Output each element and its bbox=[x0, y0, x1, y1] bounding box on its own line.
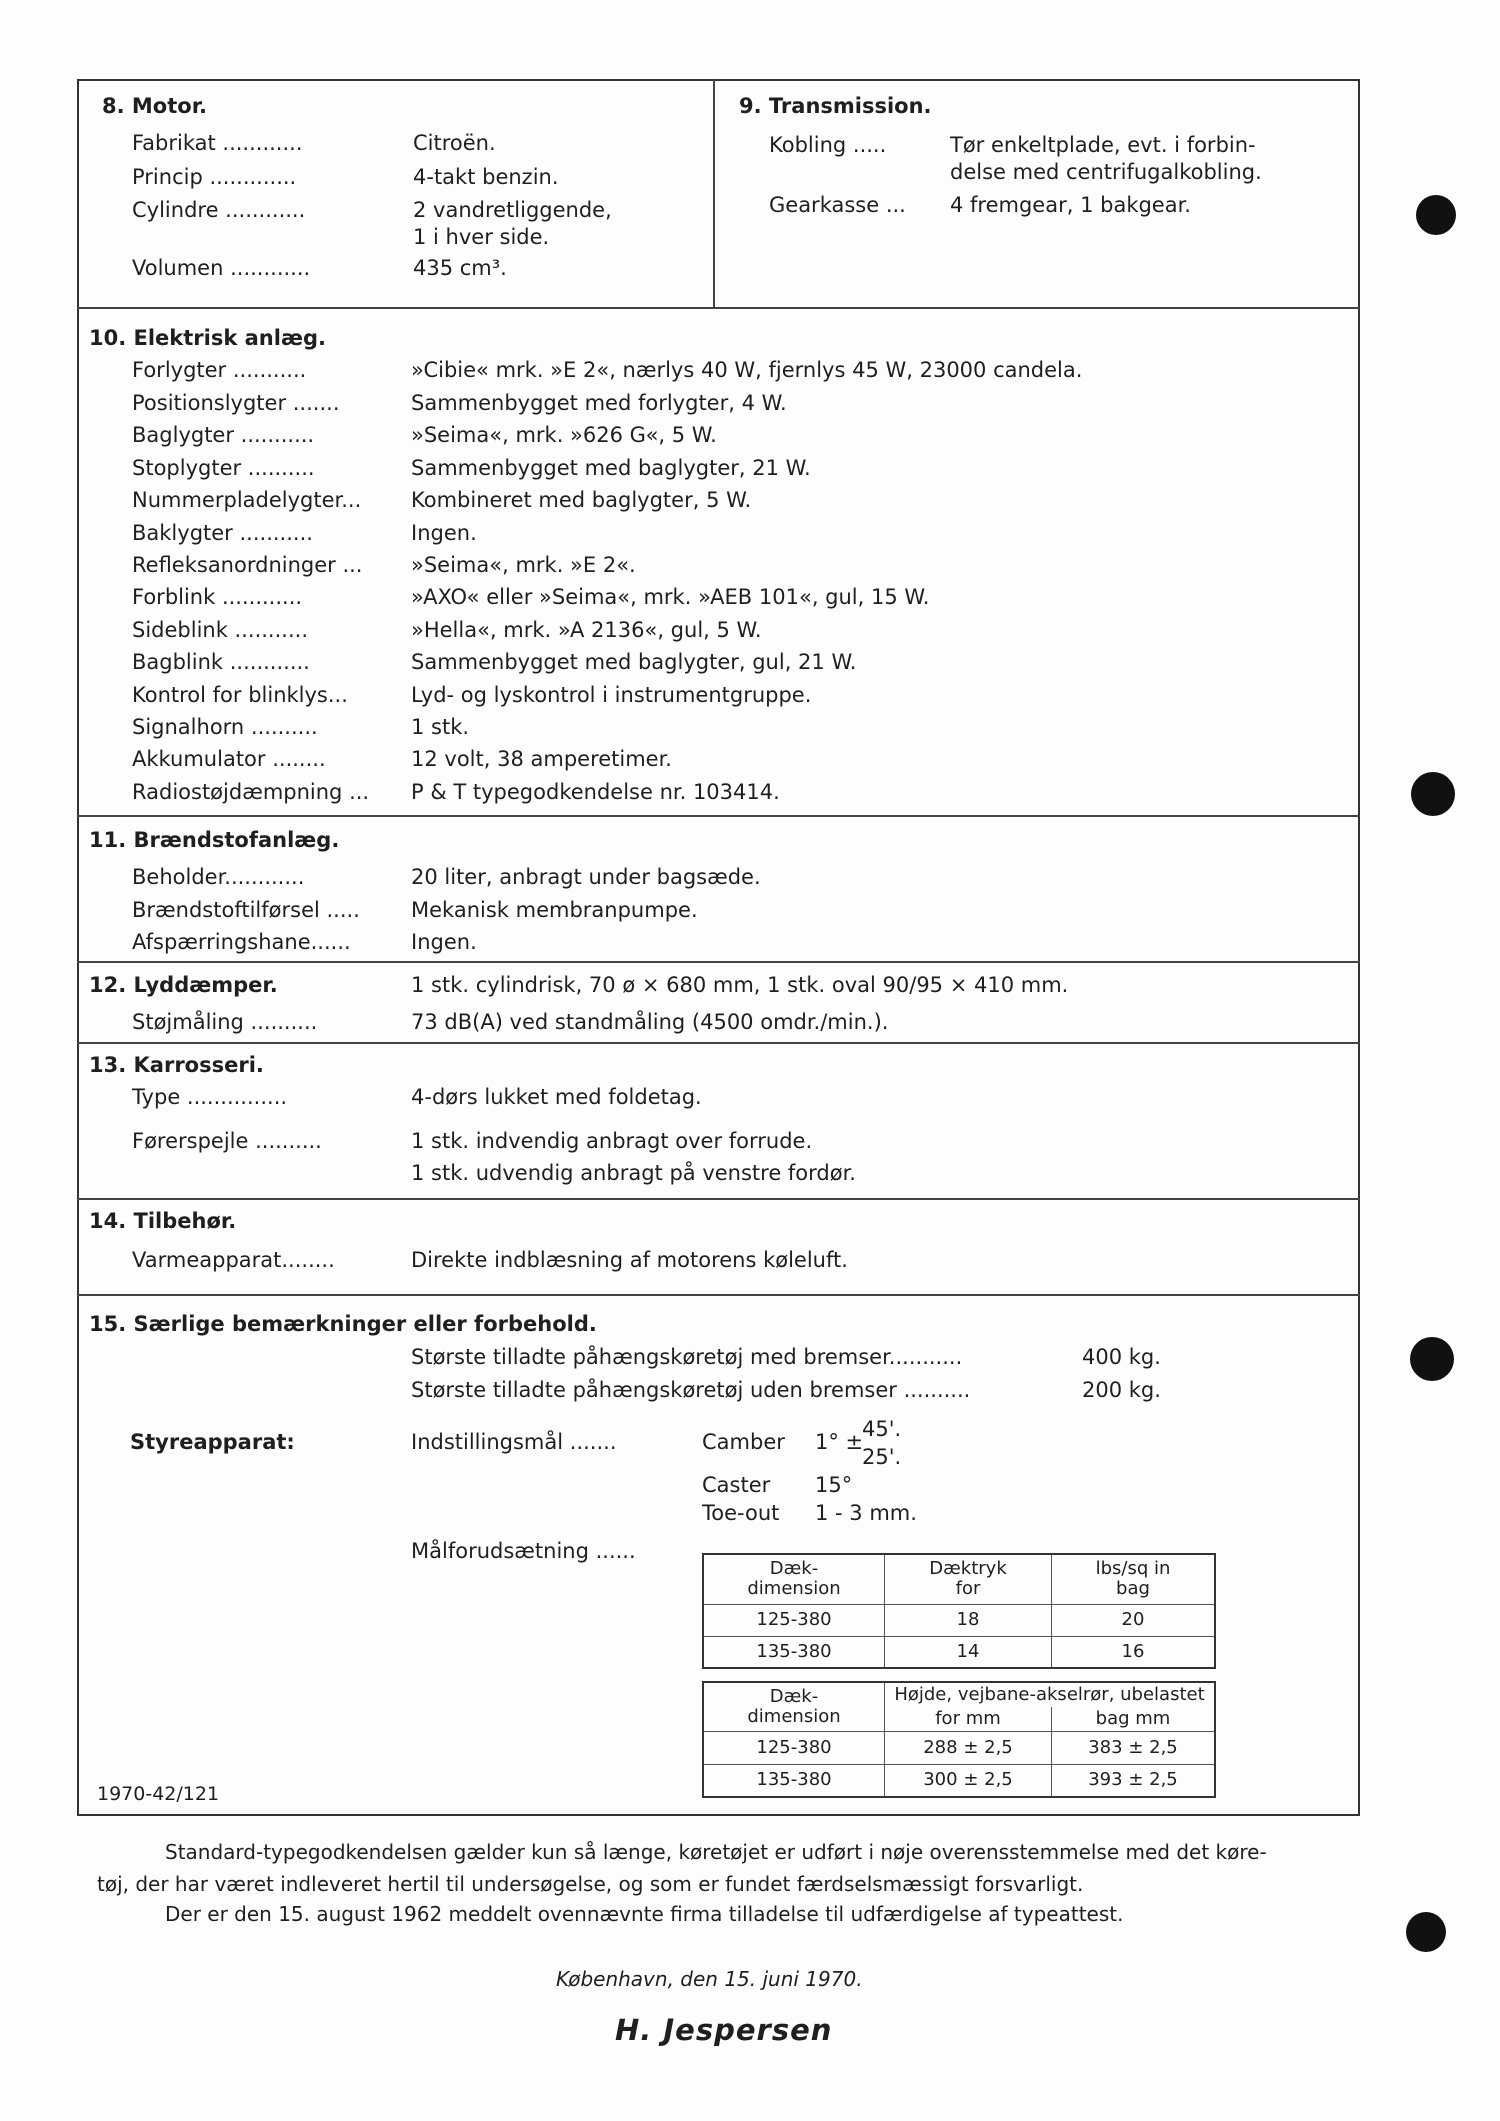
tire-dimension: 135-380 bbox=[703, 1636, 885, 1668]
footer-line: Standard-typegodkendelsen gælder kun så længe, køretøjet er udført i nøje overensstemmelse med det køre- bbox=[165, 1840, 1267, 1864]
table-header: for mm bbox=[885, 1707, 1052, 1732]
fuel-label: Afspærringshane...... bbox=[132, 930, 351, 954]
toe-out-value: 1 - 3 mm. bbox=[815, 1501, 917, 1525]
electrical-value: Sammenbygget med forlygter, 4 W. bbox=[411, 391, 787, 415]
electrical-label: Sideblink ........... bbox=[132, 618, 308, 642]
electrical-value: 1 stk. bbox=[411, 715, 470, 739]
motor-label: Volumen ............ bbox=[132, 256, 311, 280]
electrical-value: »Hella«, mrk. »A 2136«, gul, 5 W. bbox=[411, 618, 762, 642]
muffler-value: 1 stk. cylindrisk, 70 ø × 680 mm, 1 stk. oval 90/95 × 410 mm. bbox=[411, 973, 1069, 997]
electrical-value: Kombineret med baglygter, 5 W. bbox=[411, 488, 752, 512]
table-row bbox=[703, 1764, 1215, 1797]
trailer-unbraked-value: 200 kg. bbox=[1082, 1378, 1161, 1402]
signature: H. Jespersen bbox=[615, 2013, 833, 2047]
steering-label: Styreapparat: bbox=[130, 1430, 295, 1454]
rule-after-13 bbox=[77, 1198, 1360, 1200]
table-row bbox=[703, 1604, 1215, 1636]
rule-after-12 bbox=[77, 1042, 1360, 1044]
toe-out-label: Toe-out bbox=[702, 1501, 780, 1525]
electrical-label: Nummerpladelygter... bbox=[132, 488, 362, 512]
pressure-rear: 20 bbox=[1052, 1604, 1216, 1636]
rule-after-14 bbox=[77, 1294, 1360, 1296]
fuel-value: Ingen. bbox=[411, 930, 477, 954]
trailer-braked-label: Største tilladte påhængskøretøj med bremser........... bbox=[411, 1345, 963, 1369]
gearkasse-label: Gearkasse ... bbox=[769, 193, 906, 217]
section-9-title: 9. Transmission. bbox=[739, 94, 932, 118]
height-front: 288 ± 2,5 bbox=[885, 1731, 1052, 1764]
noise-value: 73 dB(A) ved standmåling (4500 omdr./min.). bbox=[411, 1010, 889, 1034]
electrical-label: Stoplygter .......... bbox=[132, 456, 315, 480]
electrical-value: Ingen. bbox=[411, 521, 477, 545]
electrical-label: Radiostøjdæmpning ... bbox=[132, 780, 370, 804]
tire-dimension: 125-380 bbox=[703, 1604, 885, 1636]
electrical-value: Sammenbygget med baglygter, gul, 21 W. bbox=[411, 650, 857, 674]
motor-value: Citroën. bbox=[413, 131, 496, 155]
table-header: Dæk- dimension bbox=[703, 1682, 885, 1731]
motor-label: Fabrikat ............ bbox=[132, 131, 303, 155]
table-header: Dæktryk for bbox=[885, 1554, 1052, 1604]
height-front: 300 ± 2,5 bbox=[885, 1764, 1052, 1797]
mirror-label: Førerspejle .......... bbox=[132, 1129, 322, 1153]
electrical-label: Akkumulator ........ bbox=[132, 747, 326, 771]
camber-plus: 45'. bbox=[862, 1417, 902, 1441]
ride-height-table bbox=[702, 1681, 1216, 1798]
body-type-value: 4-dørs lukket med foldetag. bbox=[411, 1085, 702, 1109]
rule-after-10 bbox=[77, 815, 1360, 817]
kobling-value: Tør enkeltplade, evt. i forbin- bbox=[950, 133, 1256, 157]
electrical-label: Signalhorn .......... bbox=[132, 715, 318, 739]
table-header: Højde, vejbane-akselrør, ubelastet bbox=[885, 1682, 1216, 1707]
pressure-front: 18 bbox=[885, 1604, 1052, 1636]
section-divider-vertical bbox=[713, 79, 715, 308]
section-14-title: 14. Tilbehør. bbox=[89, 1209, 237, 1233]
electrical-label: Forlygter ........... bbox=[132, 358, 307, 382]
height-rear: 393 ± 2,5 bbox=[1052, 1764, 1216, 1797]
electrical-label: Kontrol for blinklys... bbox=[132, 683, 348, 707]
electrical-value: »Seima«, mrk. »E 2«. bbox=[411, 553, 636, 577]
tire-pressure-table bbox=[702, 1553, 1216, 1669]
caster-label: Caster bbox=[702, 1473, 771, 1497]
kobling-label: Kobling ..... bbox=[769, 133, 887, 157]
section-11-title: 11. Brændstofanlæg. bbox=[89, 828, 340, 852]
camber-label: Camber bbox=[702, 1430, 785, 1454]
tire-dimension: 125-380 bbox=[703, 1731, 885, 1764]
camber-value: 1° ± bbox=[815, 1430, 864, 1454]
motor-value: 2 vandretliggende, bbox=[413, 198, 612, 222]
camber-minus: 25'. bbox=[862, 1445, 902, 1469]
binder-hole bbox=[1406, 1912, 1446, 1952]
pressure-front: 14 bbox=[885, 1636, 1052, 1668]
section-12-title: 12. Lyddæmper. bbox=[89, 973, 278, 997]
electrical-value: »Cibie« mrk. »E 2«, nærlys 40 W, fjernlys 45 W, 23000 candela. bbox=[411, 358, 1083, 382]
rule-after-11 bbox=[77, 961, 1360, 963]
place-date: København, den 15. juni 1970. bbox=[556, 1967, 863, 1991]
pressure-rear: 16 bbox=[1052, 1636, 1216, 1668]
mirror-value: 1 stk. indvendig anbragt over forrude. bbox=[411, 1129, 813, 1153]
footer-line: Der er den 15. august 1962 meddelt ovennævnte firma tilladelse til udfærdigelse af typeattest. bbox=[165, 1902, 1124, 1926]
caster-value: 15° bbox=[815, 1473, 853, 1497]
electrical-label: Baglygter ........... bbox=[132, 423, 315, 447]
footer-paragraph bbox=[148, 1836, 1358, 1868]
table-header: lbs/sq in bag bbox=[1052, 1554, 1216, 1604]
heater-label: Varmeapparat........ bbox=[132, 1248, 335, 1272]
trailer-unbraked-label: Største tilladte påhængskøretøj uden bremser .......... bbox=[411, 1378, 971, 1402]
noise-label: Støjmåling .......... bbox=[132, 1010, 318, 1034]
electrical-label: Refleksanordninger ... bbox=[132, 553, 363, 577]
binder-hole bbox=[1411, 772, 1455, 816]
motor-label: Cylindre ............ bbox=[132, 198, 306, 222]
electrical-value: 12 volt, 38 amperetimer. bbox=[411, 747, 672, 771]
section-15-title: 15. Særlige bemærkninger eller forbehold. bbox=[89, 1312, 597, 1336]
table-row bbox=[703, 1731, 1215, 1764]
section-10-title: 10. Elektrisk anlæg. bbox=[89, 326, 326, 350]
height-rear: 383 ± 2,5 bbox=[1052, 1731, 1216, 1764]
measure-conditions-label: Målforudsætning ...... bbox=[411, 1539, 636, 1563]
electrical-value: Sammenbygget med baglygter, 21 W. bbox=[411, 456, 811, 480]
trailer-braked-value: 400 kg. bbox=[1082, 1345, 1161, 1369]
electrical-value: P & T typegodkendelse nr. 103414. bbox=[411, 780, 780, 804]
alignment-label: Indstillingsmål ....... bbox=[411, 1430, 617, 1454]
document-number: 1970-42/121 bbox=[97, 1783, 220, 1805]
tire-dimension: 135-380 bbox=[703, 1764, 885, 1797]
electrical-value: Lyd- og lyskontrol i instrumentgruppe. bbox=[411, 683, 812, 707]
electrical-label: Baklygter ........... bbox=[132, 521, 313, 545]
binder-hole bbox=[1416, 195, 1456, 235]
fuel-label: Beholder............ bbox=[132, 865, 305, 889]
motor-label: Princip ............. bbox=[132, 165, 297, 189]
electrical-label: Positionslygter ....... bbox=[132, 391, 340, 415]
heater-value: Direkte indblæsning af motorens køleluft. bbox=[411, 1248, 848, 1272]
motor-value: 4-takt benzin. bbox=[413, 165, 559, 189]
footer-line: tøj, der har været indleveret hertil til undersøgelse, og som er fundet færdselsmæssigt forsvarligt. bbox=[97, 1872, 1084, 1896]
electrical-value: »AXO« eller »Seima«, mrk. »AEB 101«, gul, 15 W. bbox=[411, 585, 930, 609]
section-8-title: 8. Motor. bbox=[102, 94, 208, 118]
mirror-value: 1 stk. udvendig anbragt på venstre fordør. bbox=[411, 1161, 856, 1185]
table-header: Dæk- dimension bbox=[703, 1554, 885, 1604]
motor-value: 1 i hver side. bbox=[413, 225, 550, 249]
gearkasse-value: 4 fremgear, 1 bakgear. bbox=[950, 193, 1191, 217]
electrical-value: »Seima«, mrk. »626 G«, 5 W. bbox=[411, 423, 717, 447]
section-13-title: 13. Karrosseri. bbox=[89, 1053, 264, 1077]
electrical-label: Forblink ............ bbox=[132, 585, 303, 609]
electrical-label: Bagblink ............ bbox=[132, 650, 310, 674]
fuel-label: Brændstoftilførsel ..... bbox=[132, 898, 360, 922]
body-type-label: Type ............... bbox=[132, 1085, 288, 1109]
rule-after-8-9 bbox=[77, 307, 1360, 309]
motor-value: 435 cm³. bbox=[413, 256, 507, 280]
table-row bbox=[703, 1636, 1215, 1668]
binder-hole bbox=[1410, 1337, 1454, 1381]
fuel-value: Mekanisk membranpumpe. bbox=[411, 898, 698, 922]
kobling-value: delse med centrifugalkobling. bbox=[950, 160, 1262, 184]
table-header: bag mm bbox=[1052, 1707, 1216, 1732]
fuel-value: 20 liter, anbragt under bagsæde. bbox=[411, 865, 761, 889]
